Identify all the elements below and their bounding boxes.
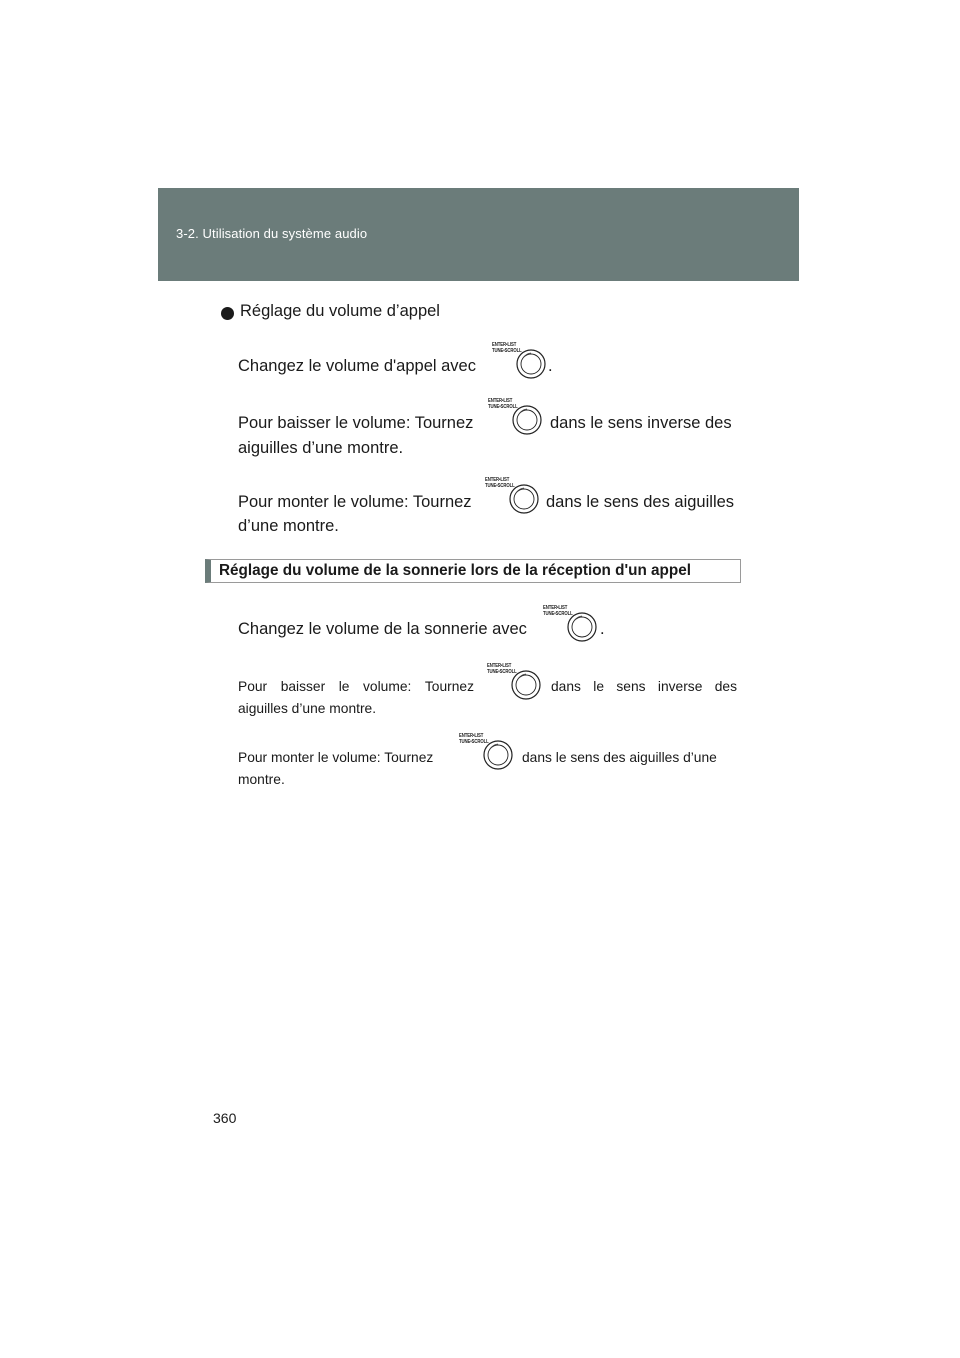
knob-label: ENTER•LIST TUNE•SCROLL [459,733,489,745]
knob-label: ENTER•LIST TUNE•SCROLL [543,605,573,617]
call-lower-cont: aiguilles d’une montre. [238,439,404,457]
enter-list-tune-scroll-knob-icon [492,343,548,379]
knob-label: ENTER•LIST TUNE•SCROLL [492,342,522,354]
ring-lower-cont: aiguilles d’une montre. [238,701,377,716]
knob-label: ENTER•LIST TUNE•SCROLL [487,663,517,675]
page-number: 360 [213,1110,237,1126]
ring-raise-direction: dans le sens des aiguilles d’une [522,750,717,765]
section-breadcrumb: 3-2. Utilisation du système audio [176,226,368,241]
bullet-icon [221,307,234,320]
chapter-header [158,188,799,281]
ring-raise-cont: montre. [238,772,285,787]
knob-dial-icon [516,349,546,379]
ring-volume-title: Réglage du volume de la sonnerie lors de la réception d'un appel [219,562,692,579]
enter-list-tune-scroll-knob-icon [487,664,543,700]
knob-dial-icon [483,740,513,770]
call-change-text: Changez le volume d'appel avec [238,357,476,375]
ring-lower-direction: dans le sens inverse des [551,679,737,694]
call-raise-cont: d’une montre. [238,517,339,535]
call-change-period: . [548,357,553,375]
ring-volume-section-header [205,559,741,583]
call-lower-direction: dans le sens inverse des [550,414,732,432]
enter-list-tune-scroll-knob-icon [485,478,541,514]
call-raise-text: Pour monter le volume: Tournez [238,493,472,511]
call-lower-text: Pour baisser le volume: Tournez [238,414,474,432]
call-volume-title: Réglage du volume d’appel [240,302,440,320]
knob-dial-icon [567,612,597,642]
knob-dial-icon [512,405,542,435]
call-raise-direction: dans le sens des aiguilles [546,493,735,511]
ring-change-text: Changez le volume de la sonnerie avec [238,620,527,638]
enter-list-tune-scroll-knob-icon [488,399,544,435]
knob-dial-icon [509,484,539,514]
ring-change-period: . [600,620,605,638]
ring-raise-text: Pour monter le volume: Tournez [238,750,434,765]
enter-list-tune-scroll-knob-icon [459,734,515,770]
knob-label: ENTER•LIST TUNE•SCROLL [485,477,515,489]
ring-lower-text: Pour baisser le volume: Tournez [238,679,474,694]
knob-label: ENTER•LIST TUNE•SCROLL [488,398,518,410]
knob-dial-icon [511,670,541,700]
enter-list-tune-scroll-knob-icon [543,606,599,642]
